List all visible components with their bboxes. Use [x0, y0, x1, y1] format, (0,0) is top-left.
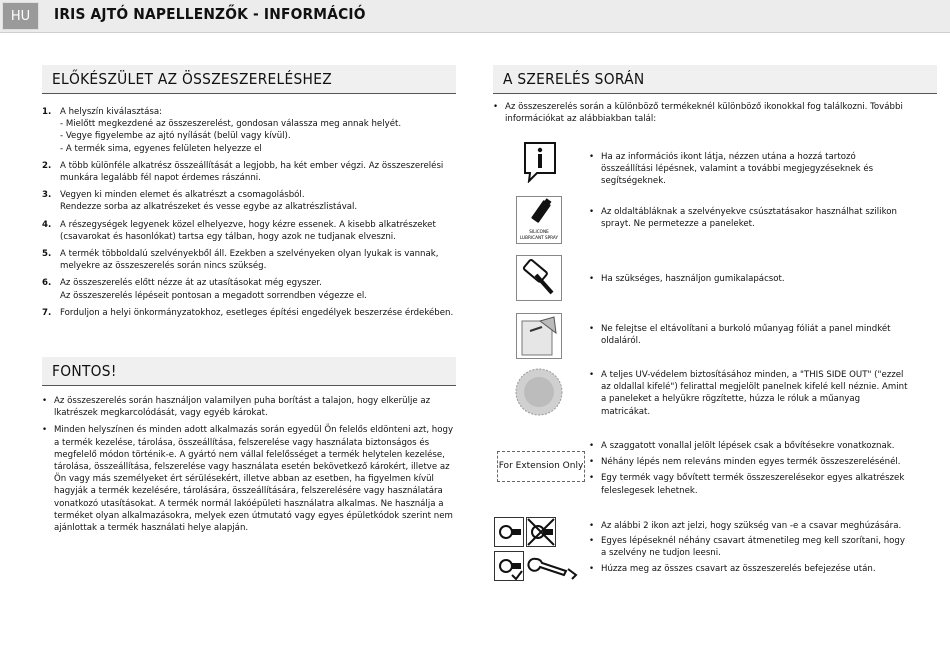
item-number: 1.	[42, 107, 52, 117]
item-line: Forduljon a helyi önkormányzatokhoz, esetleges építési engedélyek beszerzése érdekében.	[60, 307, 454, 318]
item-line: Rendezze sorba az alkatrészeket és vesse egybe az alkatrészlistával.	[60, 202, 358, 213]
prep-item	[42, 307, 454, 319]
szereles-intro: • Az összeszerelés során a különböző termékeknél különböző ikonokkal fog találkozni. További információkat az alábbiakban talál:	[493, 101, 903, 125]
silicone-row	[493, 196, 913, 244]
screw-wrench-icon	[494, 551, 580, 585]
item-number: 3.	[42, 190, 52, 201]
screw-row	[493, 517, 913, 583]
fontos-bullet: • Az összeszerelés során használjon valamilyen puha borítást a talajon, hogy elkerülje az lkatrészek megkarcolódását, vagy egyéb károkat.	[42, 395, 456, 419]
peel-film-icon	[516, 313, 562, 363]
info-icon	[523, 141, 557, 187]
mallet-bullets	[589, 273, 909, 290]
film-row	[493, 313, 913, 359]
screw-bullets	[589, 520, 909, 580]
screw-bullet: • Az alábbi 2 ikon azt jelzi, hogy szükség van -e a csavar meghúzására.	[589, 520, 909, 532]
prep-item	[42, 248, 454, 272]
prep-item	[42, 189, 454, 213]
fontos-list	[42, 395, 456, 539]
mallet-bullet: • Ha szükséges, használjon gumikalapácsot.	[589, 273, 909, 285]
extension-bullet: • Néhány lépés nem releváns minden egyes termék összeszerelésénél.	[589, 456, 909, 468]
prep-heading-bar	[42, 65, 456, 94]
extension-bullet: • Egy termék vagy bővített termék összeszerelésekor egyes alkatrészek feleslegesek lehetnek.	[589, 472, 909, 496]
szereles-heading-bar	[493, 65, 937, 94]
item-number: 6.	[42, 278, 52, 289]
szereles-heading: A SZERELÉS SORÁN	[503, 70, 645, 88]
szereles-intro-list	[493, 101, 903, 130]
silicone-spray-icon	[516, 196, 562, 248]
item-number: 2.	[42, 160, 52, 171]
prep-item	[42, 106, 454, 155]
extension-bullet: • A szaggatott vonallal jelölt lépések csak a bővítésekre vonatkoznak.	[589, 440, 909, 452]
item-line: - A termék sima, egyenes felületen helyezze el	[60, 143, 262, 154]
uv-sun-icon	[514, 367, 564, 421]
page-title: IRIS AJTÓ NAPELLENZŐK - INFORMÁCIÓ	[54, 5, 366, 23]
prep-item	[42, 160, 454, 184]
uv-bullets	[589, 369, 909, 423]
uv-bullet: • A teljes UV-védelem biztosításához minden, a "THIS SIDE OUT" ("ezzel az oldallal kifelé") felirattal megjelölt panelnek kifelé kell néznie. Amint a paneleket a helyükre rögzítette, húzza le róluk a műanyag matricákat.	[589, 369, 909, 418]
screw-bullet: • Egyes lépéseknél néhány csavart átmenetileg meg kell szorítani, hogy a szelvény ne tudjon leesni.	[589, 535, 909, 559]
item-line: A részegységek legyenek közel elhelyezve, hogy kézre essenek. A kisebb alkatrészeket (csavarokat és hasonlókat) tartsa egy tálban, hogy azok ne tudjanak elveszni.	[60, 219, 436, 242]
info-row	[493, 141, 913, 186]
silicone-bullet: • Az oldaltábláknak a szelvényekve csúsztatásakor használhat szilikon sprayt. Ne permetezze a paneleket.	[589, 206, 909, 230]
language-badge: HU	[2, 2, 39, 30]
film-bullets	[589, 323, 909, 352]
fontos-heading-bar	[42, 357, 456, 386]
prep-list	[42, 106, 454, 324]
prep-heading: ELŐKÉSZÜLET AZ ÖSSZESZERELÉSHEZ	[52, 70, 332, 88]
top-bar	[0, 0, 950, 33]
rubber-mallet-icon	[516, 255, 562, 305]
item-number: 4.	[42, 219, 52, 230]
prep-item	[42, 277, 454, 301]
fontos-heading: FONTOS!	[52, 362, 117, 380]
item-line: A termék többoldalú szelvényekből áll. Ezekben a szelvényeken olyan lyukak is vannak, melyekre az összeszerelés során nincs szükség.	[60, 249, 439, 272]
item-number: 5.	[42, 249, 52, 260]
svg-text:SILICONE: SILICONE	[529, 229, 549, 234]
item-line: A több különféle alkatrész összeállítását a legjobb, ha két ember végzi. Az összeszerelési munkára legalább fél napot érdemes rászánni.	[60, 160, 444, 184]
item-line: Az összeszerelés lépéseit pontosan a megadott sorrendben végezze el.	[60, 290, 367, 301]
extension-bullets	[589, 440, 909, 502]
info-bullet: • Ha az információs ikont látja, nézzen utána a hozzá tartozó összeállítási lépésnek, valamint a további megjegyzéseknek és segítségeknek.	[589, 151, 909, 188]
screw-bullet: • Húzza meg az összes csavart az összeszerelés befejezése után.	[589, 563, 909, 575]
extension-row	[493, 440, 913, 500]
extension-only-box: For Extension Only	[497, 451, 585, 482]
film-bullet: • Ne felejtse el eltávolítani a burkoló műanyag fóliát a panel mindkét oldaláról.	[589, 323, 909, 347]
prep-item	[42, 219, 454, 243]
item-line: - Mielőtt megkezdené az összeszerelést, gondosan válassza meg annak helyét.	[60, 119, 402, 130]
silicone-bullets	[589, 206, 909, 235]
item-line: A helyszín kiválasztása:	[60, 107, 163, 117]
info-bullets	[589, 151, 909, 193]
fontos-bullet: • Minden helyszínen és minden adott alkalmazás során egyedül Ön felelős eldönteni azt, hogy a termék kezelése, tárolása, összeállítása, felszerelése vagy használata biztonságos és megfelelő módon történik-e. A gyártó nem vállal felelősséget a termék helytelen kezelése, tárolása, összeállítása, felszerelése vagy használata esetén bekövetkező károkért, illetve az Ön vagy más személyeket ért sérülésekért, illetve abban az esetben, ha figyelmen kívül hagyják a termék kezelésére, tárolására, összeállítására, felszerelésére vagy használatára vonatkozó utasításokat. A termék normál lakóépületi használatra alkalmas. Ne használja a terméket olyan alkalmazásokra, melyek ezen útmutató vagy egyes épületkódok szerint nem ajánlottak a termék használati helye alapján.	[42, 424, 456, 534]
svg-text:LUBRICANT SPRAY: LUBRICANT SPRAY	[519, 235, 559, 240]
item-line: Az összeszerelés előtt nézze át az utasításokat még egyszer.	[60, 278, 322, 289]
item-line: Vegyen ki minden elemet és alkatrészt a csomagolásból.	[60, 190, 305, 201]
mallet-row	[493, 255, 913, 303]
item-line: - Vegye figyelembe az ajtó nyílását (belül vagy kívül).	[60, 131, 291, 142]
screw-tighten-icon	[494, 517, 556, 551]
item-number: 7.	[42, 307, 52, 318]
uv-row	[493, 367, 913, 427]
